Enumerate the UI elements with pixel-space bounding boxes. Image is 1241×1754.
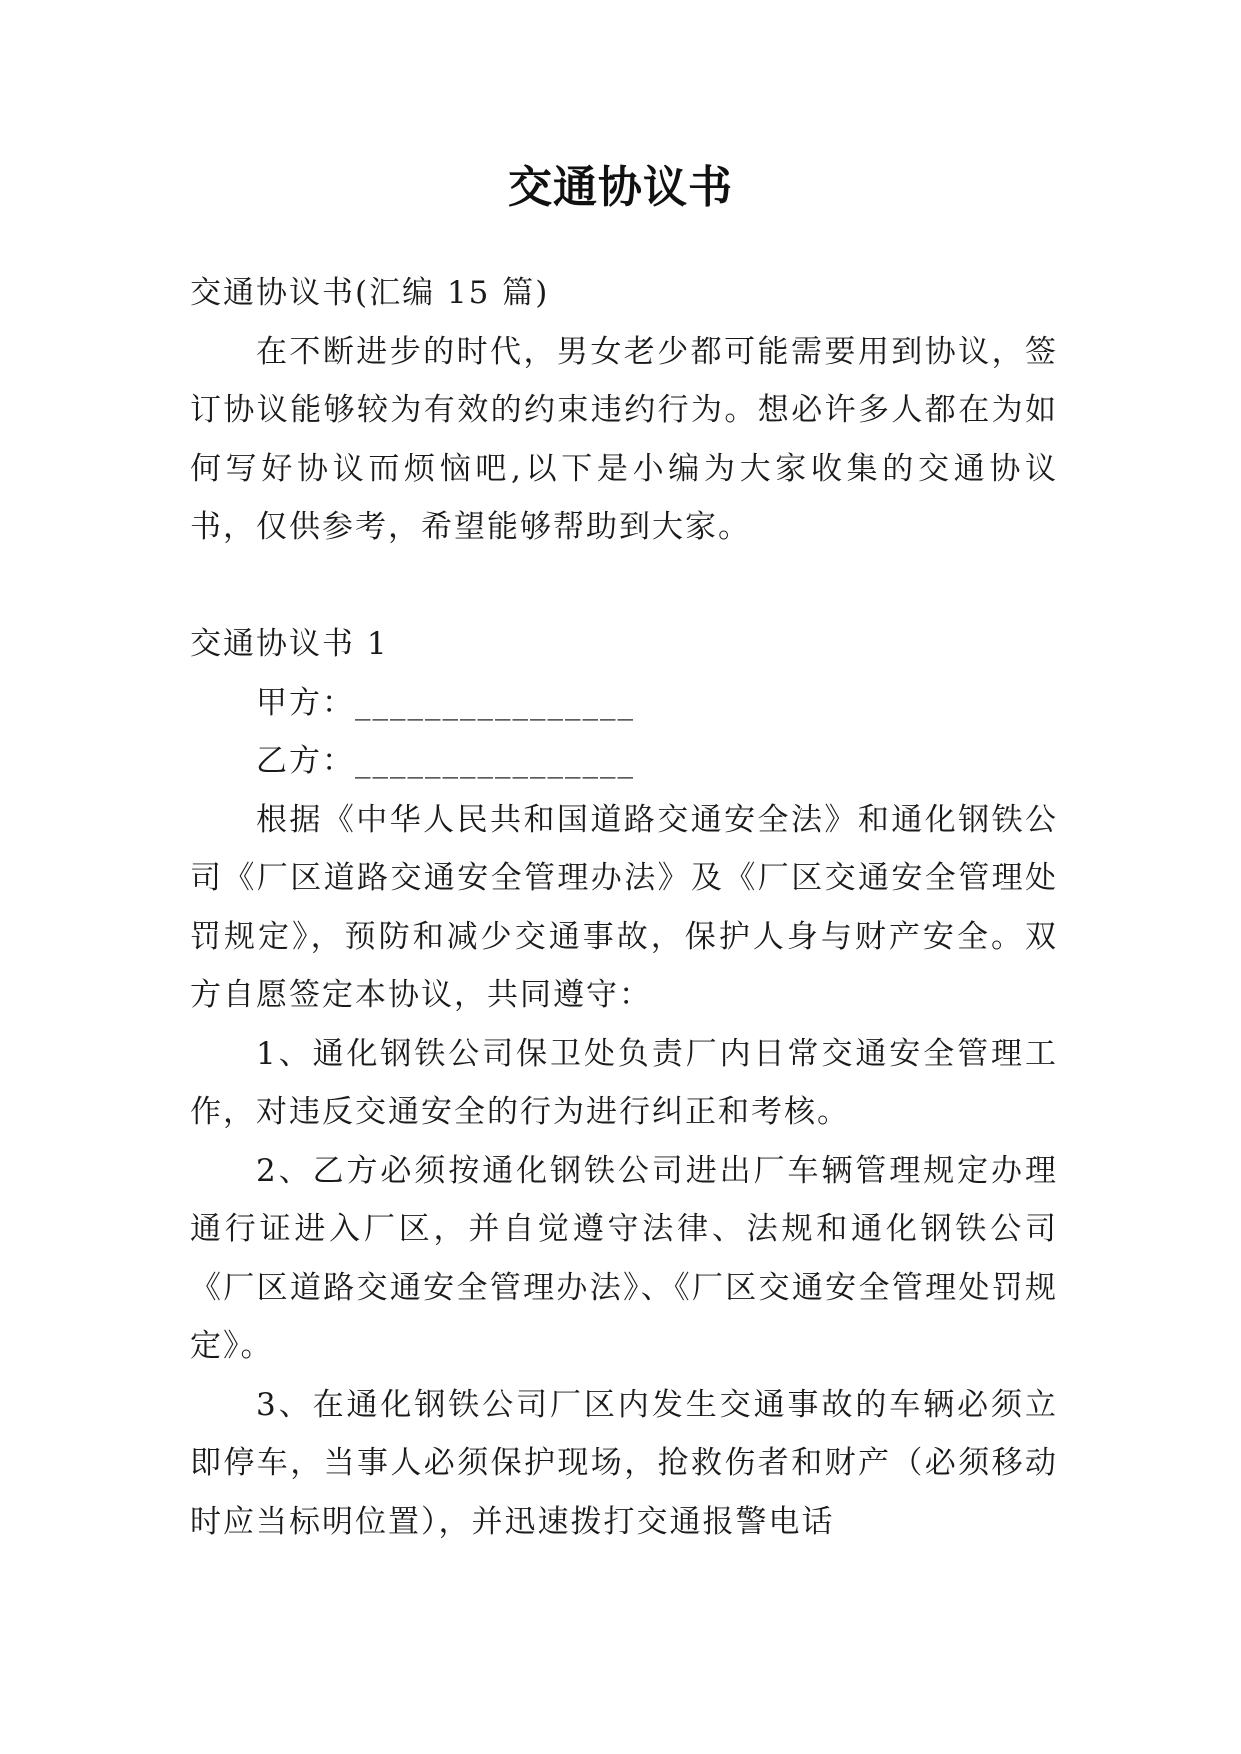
preamble-paragraph: 根据《中华人民共和国道路交通安全法》和通化钢铁公司《厂区道路交通安全管理办法》及《厂区交通安全管理处罚规定》，预防和减少交通事故，保护人身与财产安全。双方自愿签定本协议，共同遵守： [190, 801, 1058, 1013]
document-subtitle: 交通协议书(汇编 15 篇) [190, 275, 550, 311]
party-b-line: 乙方：________________ [256, 743, 635, 779]
clause-1: 1、通化钢铁公司保卫处负责厂内日常交通安全管理工作，对违反交通安全的行为进行纠正和考核。 [190, 1035, 1058, 1130]
party-a-line: 甲方：________________ [256, 684, 635, 721]
section-heading: 交通协议书 1 [190, 626, 389, 662]
paragraph-spacer [190, 557, 1058, 616]
clause-2: 2、乙方必须按通化钢铁公司进出厂车辆管理规定办理通行证进入厂区，并自觉遵守法律、法规和通化钢铁公司《厂区道路交通安全管理办法》、《厂区交通安全管理处罚规定》。 [190, 1152, 1058, 1364]
document-body [190, 264, 1058, 1551]
clause-3: 3、在通化钢铁公司厂区内发生交通事故的车辆必须立即停车，当事人必须保护现场，抢救伤者和财产（必须移动时应当标明位置），并迅速拨打交通报警电话 [190, 1386, 1058, 1540]
document-title: 交通协议书 [508, 162, 733, 213]
intro-paragraph: 在不断进步的时代，男女老少都可能需要用到协议，签订协议能够较为有效的约束违约行为。想必许多人都在为如何写好协议而烦恼吧,以下是小编为大家收集的交通协议书，仅供参考，希望能够帮助到大家。 [190, 333, 1058, 545]
